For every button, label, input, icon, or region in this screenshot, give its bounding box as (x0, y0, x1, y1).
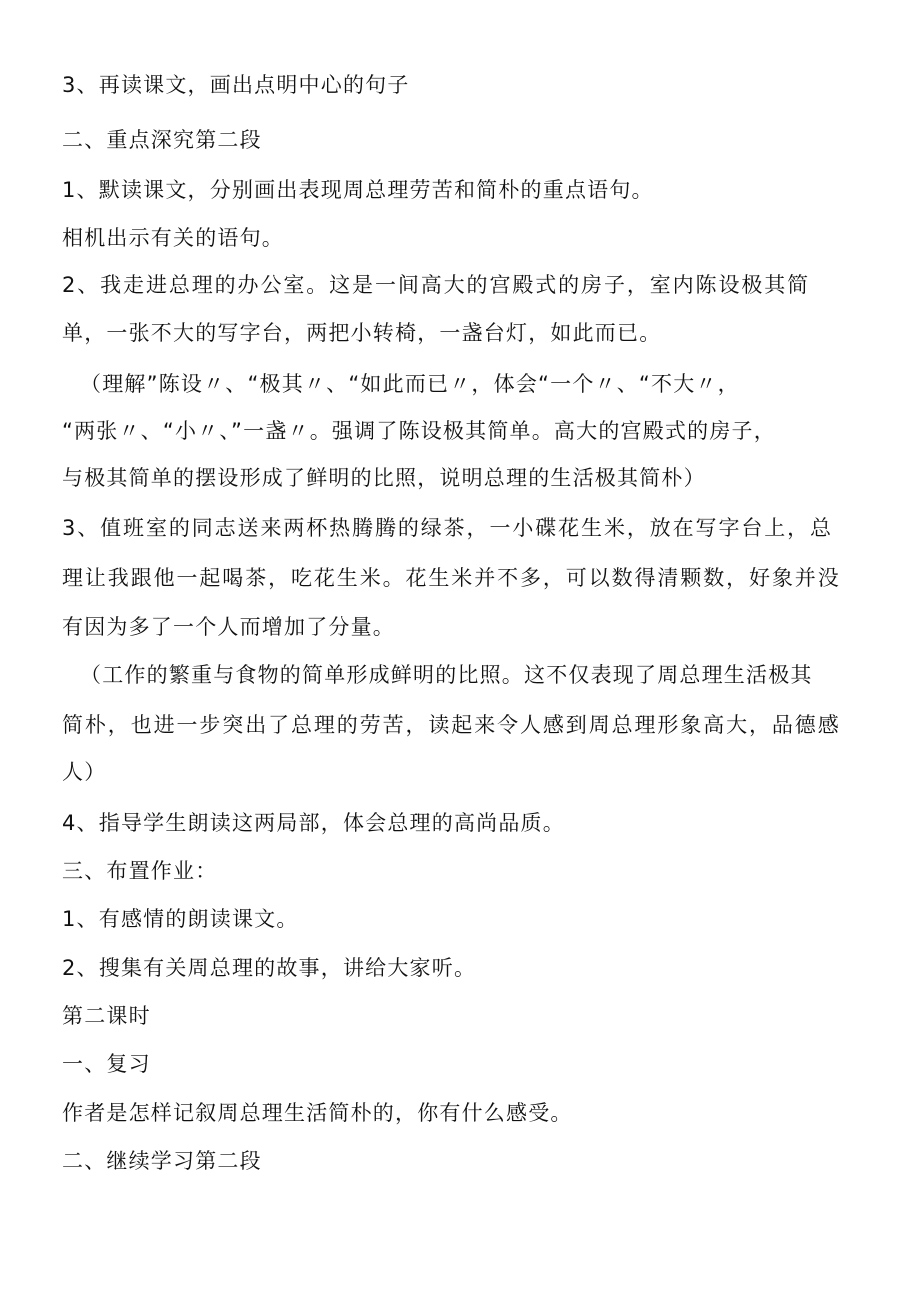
section-heading: 二、继续学习第二段 (62, 1149, 262, 1173)
annotation-line: 与极其简单的摆设形成了鲜明的比照，说明总理的生活极其简朴） (62, 466, 706, 490)
text-line: 单，一张不大的写字台，两把小转椅，一盏台灯，如此而已。 (62, 321, 662, 345)
text-line: 1、默读课文，分别画出表现周总理劳苦和简朴的重点语句。 (62, 178, 654, 202)
annotation-line: 人） (62, 760, 107, 784)
text-line: 有因为多了一个人而增加了分量。 (62, 615, 395, 639)
section-heading: 二、重点深究第二段 (62, 128, 262, 152)
text-line: 作者是怎样记叙周总理生活简朴的，你有什么感受。 (62, 1101, 573, 1125)
text-line: 1、有感情的朗读课文。 (62, 907, 299, 931)
text-line: 2、我走进总理的办公室。这是一间高大的宫殿式的房子，室内陈设极其简 (62, 273, 811, 297)
annotation-line: （工作的繁重与食物的简单形成鲜明的比照。这不仅表现了周总理生活极其 (80, 663, 813, 687)
annotation-line: （理解”陈设〃、“极其〃、“如此而已〃，体会“一个〃、“不大〃， (80, 372, 740, 396)
section-heading: 三、布置作业： (62, 859, 218, 883)
text-line: 3、再读课文，画出点明中心的句子 (62, 73, 410, 97)
text-line: 相机出示有关的语句。 (62, 226, 284, 250)
text-line: 4、指导学生朗读这两局部，体会总理的高尚品质。 (62, 811, 565, 835)
annotation-line: 简朴，也进一步突出了总理的劳苦，读起来令人感到周总理形象高大，品德感 (62, 713, 841, 737)
annotation-line: “两张〃、“小〃、”一盏〃。强调了陈设极其简单。高大的宫殿式的房子， (62, 419, 776, 443)
lesson-heading: 第二课时 (62, 1004, 151, 1028)
section-heading: 一、复习 (62, 1052, 151, 1076)
text-line: 3、值班室的同志送来两杯热腾腾的绿茶，一小碟花生米，放在写字台上，总 (62, 516, 833, 540)
text-line: 2、搜集有关周总理的故事，讲给大家听。 (62, 956, 477, 980)
text-line: 理让我跟他一起喝茶，吃花生米。花生米并不多，可以数得清颗数，好象并没 (62, 566, 841, 590)
